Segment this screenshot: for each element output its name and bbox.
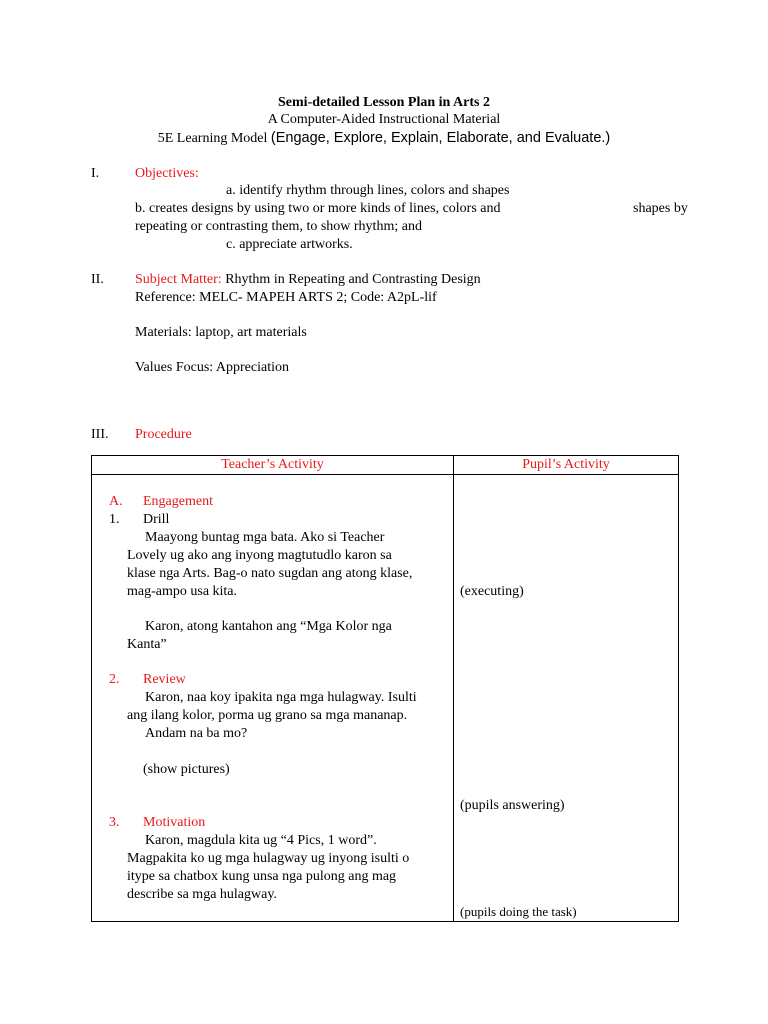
objectives-heading: Objectives: xyxy=(135,166,199,181)
teacher-activity-header: Teacher’s Activity xyxy=(92,456,454,475)
song-text-2: Kanta” xyxy=(127,637,167,652)
procedure-table xyxy=(91,455,679,922)
review-text-2: ang ilang kolor, porma ug grano sa mga mananap. xyxy=(127,708,408,723)
engagement-marker: A. xyxy=(109,494,123,509)
drill-text-1: Maayong buntag mga bata. Ako si Teacher xyxy=(145,530,385,545)
review-text-1: Karon, naa koy ipakita nga mga hulagway. Isulti xyxy=(145,690,417,705)
table-row xyxy=(92,475,679,922)
objective-b-line2: repeating or contrasting them, to show rhythm; and xyxy=(135,219,422,234)
drill-text-3: klase nga Arts. Bag-o nato sugdan ang atong klase, xyxy=(127,566,413,581)
drill-text-2: Lovely ug ako ang inyong magtutudlo karon sa xyxy=(127,548,392,563)
section-numeral-objectives: I. xyxy=(91,166,100,181)
document-subtitle: A Computer-Aided Instructional Material xyxy=(267,112,501,127)
learning-model-prefix: 5E Learning Model xyxy=(157,131,271,146)
materials-line: Materials: laptop, art materials xyxy=(135,325,307,340)
learning-model-phases: (Engage, Explore, Explain, Elaborate, and Evaluate.) xyxy=(270,130,611,146)
document-title: Semi-detailed Lesson Plan in Arts 2 xyxy=(278,95,490,110)
drill-heading: Drill xyxy=(143,512,170,527)
motivation-text-4: describe sa mga hulagway. xyxy=(127,887,277,902)
pupil-answering: (pupils answering) xyxy=(460,798,565,813)
subject-matter-line xyxy=(135,271,481,289)
objective-b-line1: b. creates designs by using two or more kinds of lines, colors and xyxy=(135,201,501,216)
section-numeral-procedure: III. xyxy=(91,427,109,442)
pupil-doing-task: (pupils doing the task) xyxy=(460,904,577,919)
reference-line: Reference: MELC- MAPEH ARTS 2; Code: A2pL-lif xyxy=(135,290,437,305)
section-numeral-subject: II. xyxy=(91,272,104,287)
review-heading: Review xyxy=(143,672,186,687)
subject-matter-heading: Subject Matter: xyxy=(135,272,222,287)
drill-marker: 1. xyxy=(109,512,120,527)
motivation-text-2: Magpakita ko ug mga hulagway ug inyong isulti o xyxy=(127,851,410,866)
motivation-text-3: itype sa chatbox kung unsa nga pulong ang mag xyxy=(127,869,397,884)
objective-a: a. identify rhythm through lines, colors and shapes xyxy=(226,183,510,198)
motivation-text-1: Karon, magdula kita ug “4 Pics, 1 word”. xyxy=(145,833,377,848)
objective-c: c. appreciate artworks. xyxy=(226,237,353,252)
motivation-heading: Motivation xyxy=(143,815,206,830)
pupil-activity-cell xyxy=(454,475,679,922)
values-focus-line: Values Focus: Appreciation xyxy=(135,360,289,375)
song-text-1: Karon, atong kantahon ang “Mga Kolor nga xyxy=(145,619,392,634)
learning-model-line xyxy=(0,129,768,148)
engagement-heading: Engagement xyxy=(143,494,213,509)
procedure-heading: Procedure xyxy=(135,427,192,442)
table-header-row xyxy=(92,456,679,475)
teacher-activity-cell xyxy=(92,475,454,922)
pupil-executing: (executing) xyxy=(460,584,524,599)
subject-matter-topic: Rhythm in Repeating and Contrasting Design xyxy=(221,272,481,287)
motivation-marker: 3. xyxy=(109,815,120,830)
review-marker: 2. xyxy=(109,672,120,687)
review-text-3: Andam na ba mo? xyxy=(145,726,248,741)
drill-text-4: mag-ampo usa kita. xyxy=(127,584,238,599)
review-text-4: (show pictures) xyxy=(143,762,230,777)
objective-b-line1-end: shapes by xyxy=(633,201,688,216)
pupil-activity-header: Pupil’s Activity xyxy=(454,456,679,475)
